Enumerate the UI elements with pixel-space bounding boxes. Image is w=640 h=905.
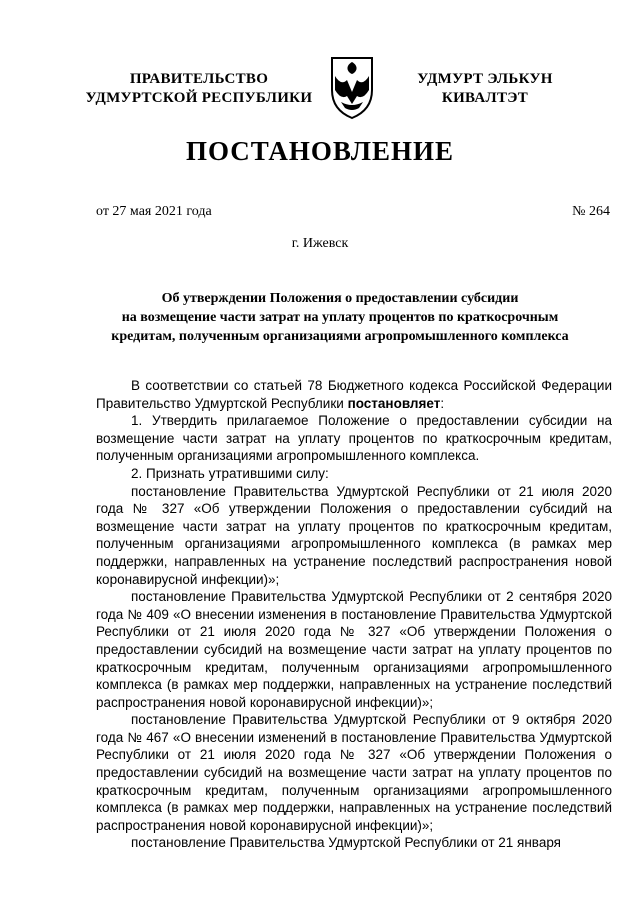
government-name-line2: УДМУРТСКОЙ РЕСПУБЛИКИ	[85, 90, 313, 106]
government-name-udmurt	[410, 70, 560, 108]
document-title: ПОСТАНОВЛЕНИЕ	[185, 136, 455, 166]
paragraph-item-1: 1. Утвердить прилагаемое Положение о предоставлении субсидии на возмещение части затрат на уплату процентов по краткосрочным кредитам, полученным организациями агропромышленного комплекса.	[96, 413, 612, 464]
document-date: от 27 мая 2021 года	[96, 204, 212, 219]
paragraph-repealed-1: постановление Правительства Удмуртской Республики от 21 июля 2020 года № 327 «Об утверждении Положения о предоставлении субсидий на возмещение части затрат на уплату процентов по краткосрочным кредитам, полученным организациями агропромышленного комплекса (в рамках мер поддержки, направленных на устранение последствий распространения новой коронавирусной инфекции)»;	[96, 483, 612, 587]
subject-line3: кредитам, полученным организациями агропромышленного комплекса	[111, 329, 569, 344]
paragraph-repealed-4: постановление Правительства Удмуртской Республики от 21 января	[131, 835, 561, 851]
government-name-line1: ПРАВИТЕЛЬСТВО	[129, 71, 269, 87]
coat-of-arms-emblem-icon	[329, 56, 375, 120]
government-name-russian	[84, 70, 314, 108]
paragraph-repealed-2: постановление Правительства Удмуртской Республики от 2 сентября 2020 года № 409 «О внесении изменения в постановление Правительства Удмуртской Республики от 21 июля 2020 года № 327 «Об утверждении Положения о предоставлении субсидий на возмещение части затрат на уплату процентов по краткосрочным кредитам, полученным организациями агропромышленного комплекса (в рамках мер поддержки, направленных на устранение последствий распространения новой коронавирусной инфекции)»;	[96, 589, 612, 710]
preamble-bold-verb: постановляет	[347, 395, 441, 411]
document-body	[96, 377, 612, 852]
udmurt-name-line2: КИВАЛТЭТ	[441, 90, 529, 106]
preamble-colon: :	[440, 395, 445, 411]
udmurt-name-line1: УДМУРТ ЭЛЬКУН	[417, 71, 553, 87]
paragraph-item-2: 2. Признать утратившими силу:	[131, 465, 329, 481]
subject-line1: Об утверждении Положения о предоставлении субсидии	[161, 291, 519, 306]
paragraph-preamble	[96, 377, 612, 412]
subject-line2: на возмещение части затрат на уплату процентов по краткосрочным	[121, 310, 559, 325]
preamble-text: В соответствии со статьей 78 Бюджетного кодекса Российской Федерации Правительство Удмуртской Республики	[96, 378, 612, 411]
document-city: г. Ижевск	[291, 236, 349, 251]
document-number: № 264	[572, 204, 610, 219]
document-subject	[60, 289, 620, 346]
paragraph-repealed-3: постановление Правительства Удмуртской Республики от 9 октября 2020 года № 467 «О внесении изменений в постановление Правительства Удмуртской Республики от 21 июля 2020 года № 327 «Об утверждении Положения о предоставлении субсидий на возмещение части затрат на уплату процентов по краткосрочным кредитам, полученным организациями агропромышленного комплекса (в рамках мер поддержки, направленных на устранение последствий распространения новой коронавирусной инфекции)»;	[96, 712, 612, 833]
